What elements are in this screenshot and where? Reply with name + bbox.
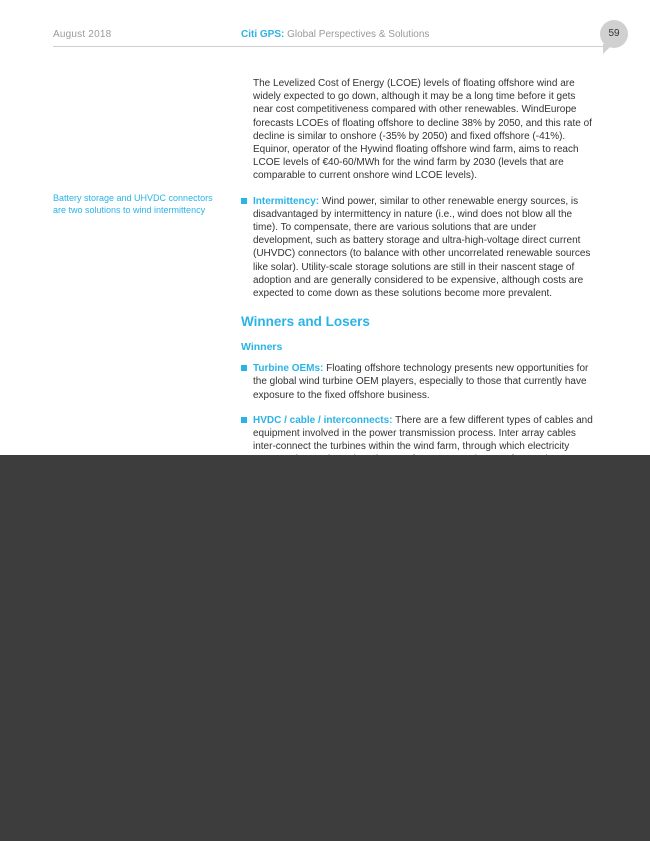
bullet-lead: HVDC / cable / interconnects:	[253, 414, 393, 426]
bullet-lead: Turbine OEMs:	[253, 363, 324, 375]
bullet-lead: Intermittency:	[253, 195, 320, 207]
main-column	[241, 77, 597, 493]
bullet-text: There are a few different types of cables and equipment involved in the power transmission process. Inter array cables inter-connect the turbines within the wind farm, through which electricity	[253, 414, 593, 453]
bullet-text: Floating offshore technology presents new opportunities for the global wind turbine OEM players, especially to those that currently have exposure to the fixed offshore business.	[253, 363, 589, 401]
bullet-square-icon	[241, 198, 247, 204]
bullet-square-icon	[241, 417, 247, 423]
intro-paragraph: The Levelized Cost of Energy (LCOE) levels of floating offshore wind are widely expected to go down, although it may be a long time before it gets near cost competitiveness compared with other renewables. WindEurope forecasts LCOEs of floating offshore to decline 38% by 2050, and this rate of decline is similar to onshore (-35% by 2050) and fixed offshore (-41%). Equinor, operator of the Hywind floating offshore wind farm, aims to reach LCOE levels of €40-60/MWh for the wind farm by 2030 (levels that are comparable to current onshore wind LCOE levels).	[253, 78, 592, 182]
dark-overlay	[0, 455, 650, 841]
header-brand: Citi GPS:	[241, 29, 285, 40]
bullet-square-icon	[241, 365, 247, 371]
page-badge-tail	[603, 44, 613, 54]
subsection-heading: Winners	[241, 341, 283, 354]
section-heading: Winners and Losers	[241, 314, 370, 330]
bullet-text: Wind power, similar to other renewable energy sources, is disadvantaged by intermittency in nature (i.e., wind does not blow all the time). To compensate, there are various solutions that are under development, such as battery storage and ultra-high-voltage direct current (UHVDC) connectors (to balance with other uncorrelated renewable sources like solar). Utility-scale storage solutions are still in their nascent stage of adoption and are generally considered to be expensive, although costs are expected to come down as these solutions become more prevalent.	[253, 195, 591, 300]
page-number-badge: 59	[600, 20, 628, 48]
header-title	[241, 29, 429, 40]
header-title-text: Global Perspectives & Solutions	[284, 29, 430, 40]
sidenote: Battery storage and UHVDC connectors are two solutions to wind intermittency	[53, 193, 213, 215]
bullet-turbine-oems	[241, 362, 597, 402]
header-rule	[53, 46, 613, 47]
bullet-intermittency	[241, 195, 597, 301]
header-date: August 2018	[53, 29, 112, 40]
